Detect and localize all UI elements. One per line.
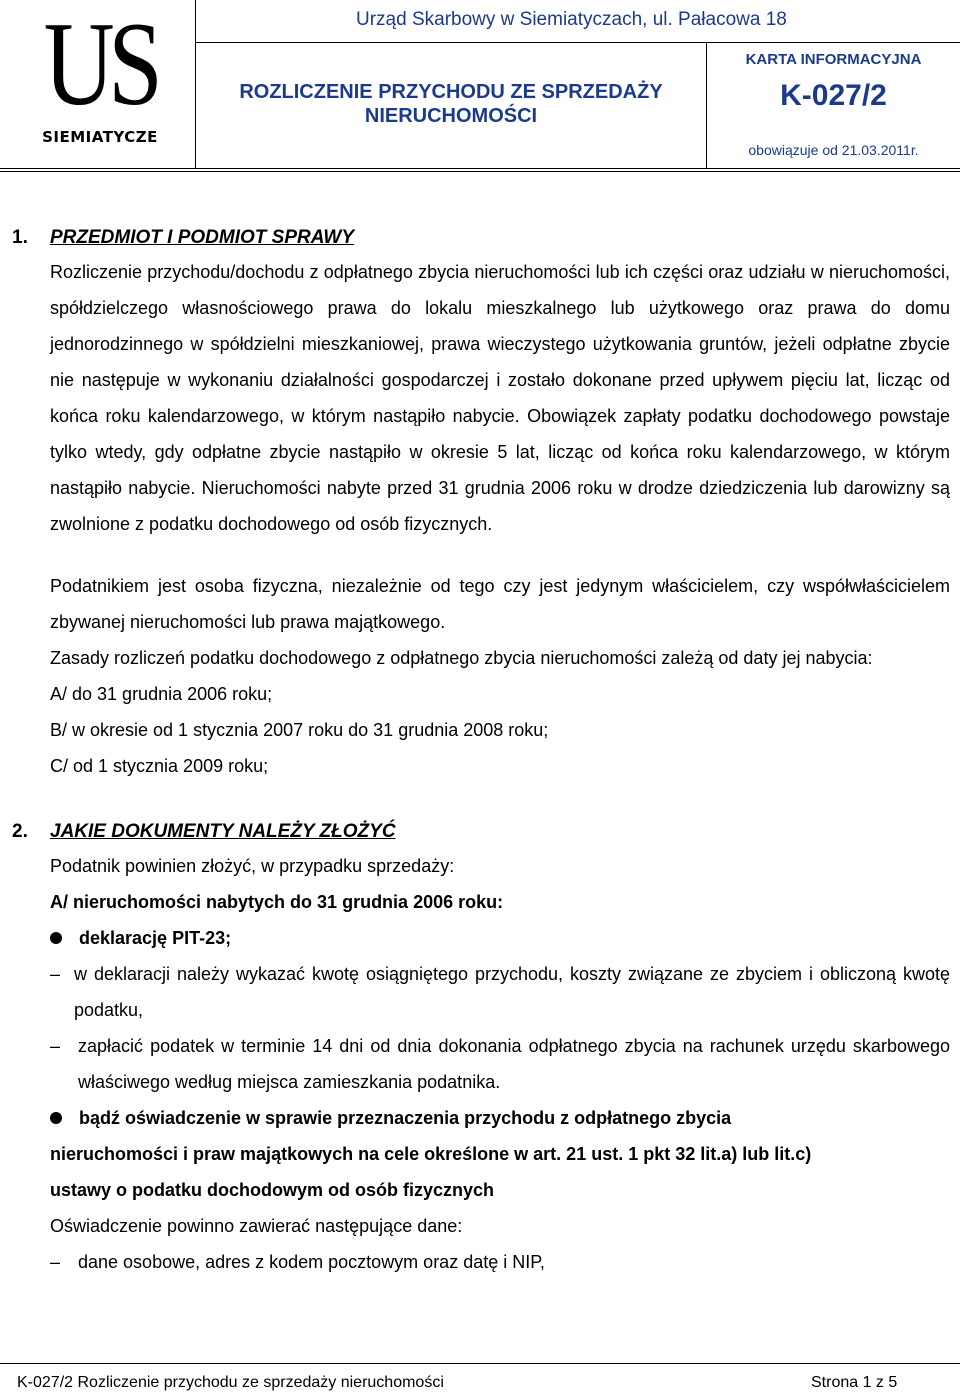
list-item: C/ od 1 stycznia 2009 roku;: [50, 756, 269, 776]
list-item: – zapłacić podatek w terminie 14 dni od dnia dokonania odpłatnego zbycia na rachunek urzędu skarbowego właściwego według miejsca zamieszkania podatnika.: [50, 1028, 950, 1100]
list-item: – dane osobowe, adres z kodem pocztowym oraz datę i NIP,: [50, 1244, 950, 1280]
title-line-2: NIERUCHOMOŚCI: [364, 105, 538, 127]
list-item: A/ do 31 grudnia 2006 roku;: [50, 684, 273, 704]
page-number: Strona 1 z 5: [811, 1374, 898, 1391]
paragraph: Oświadczenie powinno zawierać następujące dane:: [50, 1216, 463, 1236]
list-item: [50, 1100, 950, 1136]
card-code: K-027/2: [780, 79, 887, 112]
footer-document-name: K-027/2 Rozliczenie przychodu ze sprzedaży nieruchomości: [17, 1374, 444, 1391]
paragraph: Podatnik powinien złożyć, w przypadku sprzedaży:: [50, 856, 455, 876]
section-title: JAKIE DOKUMENTY NALEŻY ZŁOŻYĆ: [50, 821, 396, 842]
paragraph: Podatnikiem jest osoba fizyczna, niezależnie od tego czy jest jedynym właścicielem, czy współwłaścicielem zbywanej nieruchomości lub prawa majątkowego.: [50, 576, 950, 632]
paragraph-continuation: ustawy o podatku dochodowym od osób fizycznych: [50, 1180, 495, 1200]
header-bottom-rule: [0, 171, 960, 172]
card-label: KARTA INFORMACYJNA: [745, 51, 922, 68]
document-header: [0, 0, 960, 178]
logo-city-name: SIEMIATYCZE: [42, 128, 158, 146]
office-logo: US: [43, 0, 157, 130]
list-item: deklarację PIT-23;: [50, 920, 950, 956]
bullet-text: bądź oświadczenie w sprawie przeznaczenia przychodu z odpłatnego zbycia: [79, 1108, 732, 1128]
section-1-heading: [12, 226, 950, 250]
office-address: Urząd Skarbowy w Siemiatyczach, ul. Pałacowa 18: [356, 9, 787, 30]
paragraph-continuation: nieruchomości i praw majątkowych na cele określone w art. 21 ust. 1 pkt 32 lit.a) lub lit.c): [50, 1144, 812, 1164]
title-line-1: ROZLICZENIE PRZYCHODU ZE SPRZEDAŻY: [239, 81, 663, 103]
section-number: 1.: [12, 227, 28, 248]
section-number: 2.: [12, 821, 28, 842]
list-item: B/ w okresie od 1 stycznia 2007 roku do 31 grudnia 2008 roku;: [50, 720, 549, 740]
section-title: PRZEDMIOT I PODMIOT SPRAWY: [50, 227, 355, 248]
header-bottom-rule: [0, 168, 960, 169]
document-body: [12, 226, 950, 1280]
section-2-heading: [12, 820, 950, 844]
valid-from: obowiązuje od 21.03.2011r.: [748, 142, 919, 158]
list-item: – w deklaracji należy wykazać kwotę osiągniętego przychodu, koszty związane ze zbyciem i obliczoną kwotę podatku,: [50, 956, 950, 1028]
header-divider: [196, 42, 960, 43]
paragraph: Rozliczenie przychodu/dochodu z odpłatnego zbycia nieruchomości lub ich części oraz udziału w nieruchomości, spółdzielczego własnościowego prawa do lokalu mieszkalnego lub użytkowego oraz prawa do domu jednorodzinnego w spółdzielni mieszkaniowej, prawa wieczystego użytkowania gruntów, jeżeli odpłatne zbycie nie następuje w wykonaniu działalności gospodarczej i zostało dokonane przed upływem pięciu lat, licząc od końca roku kalendarzowego, w którym nastąpiło nabycie. Obowiązek zapłaty podatku dochodowego powstaje tylko wtedy, gdy odpłatne zbycie nastąpiło w okresie 5 lat, licząc od końca roku kalendarzowego, w którym nastąpiło nabycie. Nieruchomości nabyte przed 31 grudnia 2006 roku w drodze dziedziczenia lub darowizny są zwolnione z podatku dochodowego od osób fizycznych.: [50, 262, 950, 534]
footer-rule: [0, 1363, 960, 1364]
subheading: A/ nieruchomości nabytych do 31 grudnia 2006 roku:: [50, 892, 504, 912]
paragraph: Zasady rozliczeń podatku dochodowego z odpłatnego zbycia nieruchomości zależą od daty jej nabycia:: [50, 648, 873, 668]
document-title: [196, 80, 706, 128]
